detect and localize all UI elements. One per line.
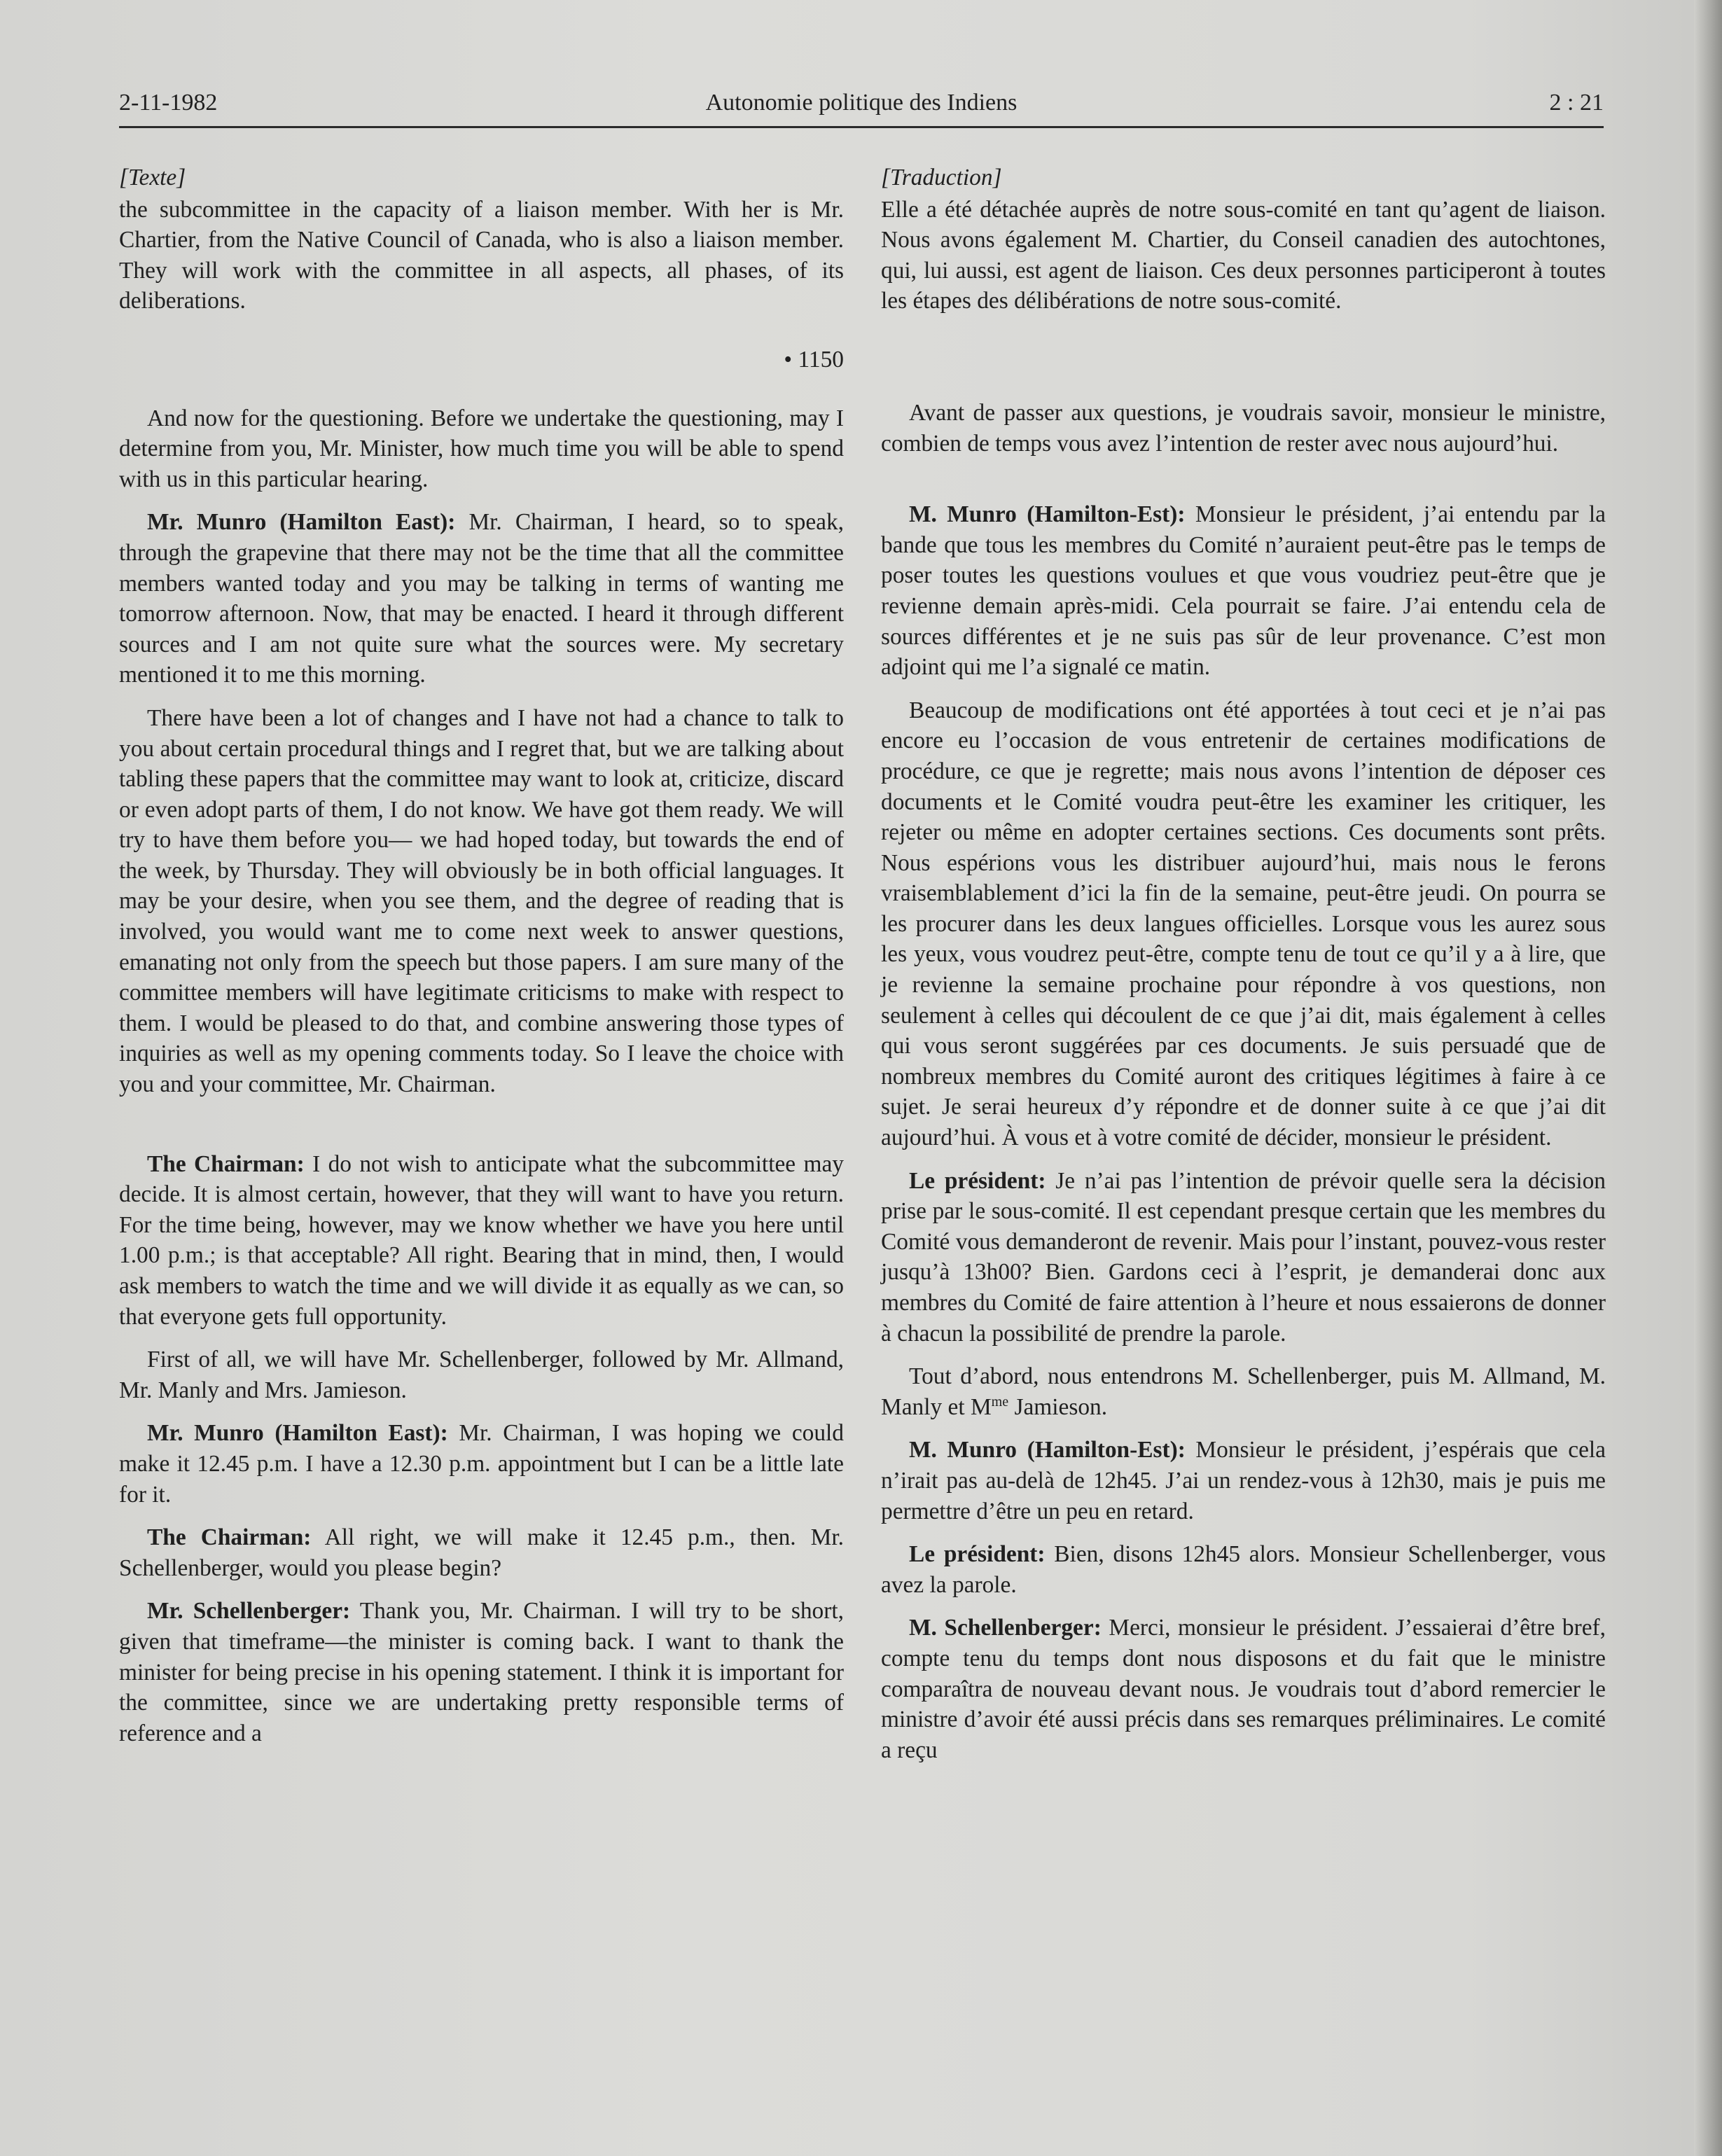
speech (119, 1149, 844, 1333)
paragraph: First of all, we will have Mr. Schellenberger, followed by Mr. Allmand, Mr. Manly and Mrs. Jamieson. (119, 1347, 844, 1403)
speaker-name: M. Munro (Hamilton-Est): (909, 1437, 1186, 1463)
speaker-name: Le président: (909, 1167, 1046, 1194)
paragraph-text: Tout d’abord, nous entendrons M. Schellenberger, puis M. Allmand, M. Manly et M (881, 1363, 1606, 1420)
paragraph: Beaucoup de modifications ont été apportées à tout ceci et je n’ai pas encore eu l’occasion de vous entretenir de certaines modifications de procédure, ce que je regrette; mais nous avons l’intention de déposer ces documents et le Comité voudra peut-être les examiner les critiquer, les rejeter ou même en adopter certaines sections. Ces documents sont prêts. Nous espérions vous les distribuer aujourd’hui, mais nous le ferons vraisemblablement d’ici la fin de la semaine, peut-être jeudi. On pourra se les procurer dans les deux langues officielles. Lorsque vous les aurez sous les yeux, vous voudrez peut-être, compte tenu de tout ce qu’il y a à lire, que je revienne la semaine prochaine pour répondre à vos questions, non seulement à celles qui découlent de ce que j’ai dit, mais également à celles qui vous seront suggérées par ces documents. Je suis persuadé que de nombreux membres du Comité auront des critiques légitimes à faire à ce sujet. Je serai heureux d’y répondre et de donner suite à ce que j’ai dit aujourd’hui. À vous et à votre comité de décider, monsieur le président. (881, 697, 1606, 1151)
speech (119, 1418, 844, 1510)
speech-text: Monsieur le président, j’ai entendu par la bande que tous les membres du Comité n’auraient peut-être pas le temps de poser toutes les questions voulues et que vous voudriez peut-être que je revienne demain après-midi. Cela pourrait se faire. J’ai entendu cela de sources différentes et je ne suis pas sûr de leur provenance. C’est mon adjoint qui me l’a signalé ce matin. (881, 501, 1606, 681)
book-spine-shadow (1694, 0, 1722, 2156)
paragraph: Avant de passer aux questions, je voudrais savoir, monsieur le ministre, combien de temps vous avez l’intention de rester avec nous aujourd’hui. (881, 399, 1606, 457)
english-column (119, 162, 844, 1748)
paragraph (881, 1361, 1606, 1422)
speech (119, 1522, 844, 1583)
speech (881, 1166, 1606, 1349)
speaker-name: M. Munro (Hamilton-Est): (909, 501, 1186, 528)
speech (119, 507, 844, 690)
running-header (119, 90, 1604, 128)
header-page-number: 2 : 21 (1549, 90, 1604, 116)
paragraph: There have been a lot of changes and I have not had a chance to talk to you about certain procedural things and I regret that, but we are talking about tabling these papers that the committee may want to look at, criticize, discard or even adopt parts of them, I do not know. We have got them ready. We will try to have them before you— we had hoped today, but towards the end of the week, by Thursday. They will obviously be in both official languages. It may be your desire, when you see them, and the degree of reading that is involved, you would want me to come next week to answer questions, emanating not only from the speech but those papers. I am sure many of the committee members will have legitimate criticisms to make with respect to them. I would be pleased to do that, and combine answering those types of inquiries as well as my opening comments today. So I leave the choice with you and your committee, Mr. Chairman. (119, 704, 844, 1098)
speech (881, 1435, 1606, 1526)
speech-text: Mr. Chairman, I heard, so to speak, through the grapevine that there may not be the time that all the committee members wanted today and you may be talking in terms of wanting me tomorrow afternoon. Now, that may be enacted. I heard it through different sources and I am not quite sure what the sources were. My secretary mentioned it to me this morning. (119, 509, 845, 688)
speaker-name: Mr. Munro (Hamilton East): (147, 1420, 448, 1447)
paragraph-text: Jamieson. (1008, 1393, 1108, 1420)
superscript: me (991, 1393, 1009, 1410)
speaker-name: M. Schellenberger: (909, 1615, 1102, 1641)
section-label-translation: [Traduction] (881, 165, 1002, 190)
paragraph: Elle a été détachée auprès de notre sous-comité en tant qu’agent de liaison. Nous avons également M. Chartier, du Conseil canadien des autochtones, qui, lui aussi, est agent de liaison. Ces deux personnes participeront à toutes les étapes des délibérations de notre sous-comité. (881, 196, 1606, 314)
speech-text: Thank you, Mr. Chairman. I will try to be short, given that timeframe—the minister is coming back. I want to thank the minister for being precise in his opening statement. I think it is important for the committee, since we are undertaking pretty responsible terms of reference and a (119, 1598, 844, 1746)
speaker-name: The Chairman: (147, 1150, 305, 1177)
header-date: 2-11-1982 (119, 90, 218, 116)
speaker-name: Le président: (909, 1541, 1046, 1568)
header-title: Autonomie politique des Indiens (705, 90, 1018, 116)
french-column (881, 162, 1606, 1765)
speech-text: Mr. Chairman, I was hoping we could make it 12.45 p.m. I have a 12.30 p.m. appointment but I can be a little late for it. (119, 1420, 845, 1508)
time-marker: • 1150 (784, 346, 844, 373)
speech (881, 499, 1606, 683)
speech-text: Je n’ai pas l’intention de prévoir quelle sera la décision prise par le sous-comité. Il est cependant presque certain que les membres du Comité vous demanderont de revenir. Mais pour l’instant, pouvez-vous rester jusqu’à 13h00? Bien. Gardons ceci à l’esprit, je demanderai donc aux membres du Comité de faire attention à l’heure et nous essaierons de donner à chacun la possibilité de prendre la parole. (881, 1167, 1606, 1347)
speech-text: All right, we will make it 12.45 p.m., then. Mr. Schellenberger, would you please begin? (119, 1524, 844, 1581)
speaker-name: Mr. Schellenberger: (147, 1598, 351, 1625)
speech-text: Monsieur le président, j’espérais que cela n’irait pas au-delà de 12h45. J’ai un rendez-vous à 12h30, mais je puis me permettre d’être un peu en retard. (881, 1437, 1606, 1524)
speech (119, 1596, 844, 1748)
speech (881, 1539, 1606, 1600)
speech-text: I do not wish to anticipate what the subcommittee may decide. It is almost certain, however, that they will want to have you return. For the time being, however, may we know whether we have you here until 1.00 p.m.; is that acceptable? All right. Bearing that in mind, then, I would ask members to watch the time and we will divide it as equally as we can, so that everyone gets full opportunity. (119, 1150, 844, 1330)
speech-text: Bien, disons 12h45 alors. Monsieur Schellenberger, vous avez la parole. (881, 1541, 1606, 1598)
paragraph: the subcommittee in the capacity of a liaison member. With her is Mr. Chartier, from the Native Council of Canada, who is also a liaison member. They will work with the committee in all aspects, all phases, of its deliberations. (119, 196, 844, 314)
speaker-name: Mr. Munro (Hamilton East): (147, 509, 456, 536)
section-label-text: [Texte] (119, 165, 186, 190)
speech-text: Merci, monsieur le président. J’essaierai d’être bref, compte tenu du temps dont nous disposons et du fait que le ministre comparaîtra de nouveau devant nous. Je voudrais tout d’abord remercier le ministre d’avoir été aussi précis dans ses remarques préliminaires. Le comité a reçu (881, 1615, 1606, 1763)
speech (881, 1613, 1606, 1765)
paragraph: And now for the questioning. Before we undertake the questioning, may I determine from you, Mr. Minister, how much time you will be able to spend with us in this particular hearing. (119, 405, 844, 492)
speaker-name: The Chairman: (147, 1524, 312, 1551)
